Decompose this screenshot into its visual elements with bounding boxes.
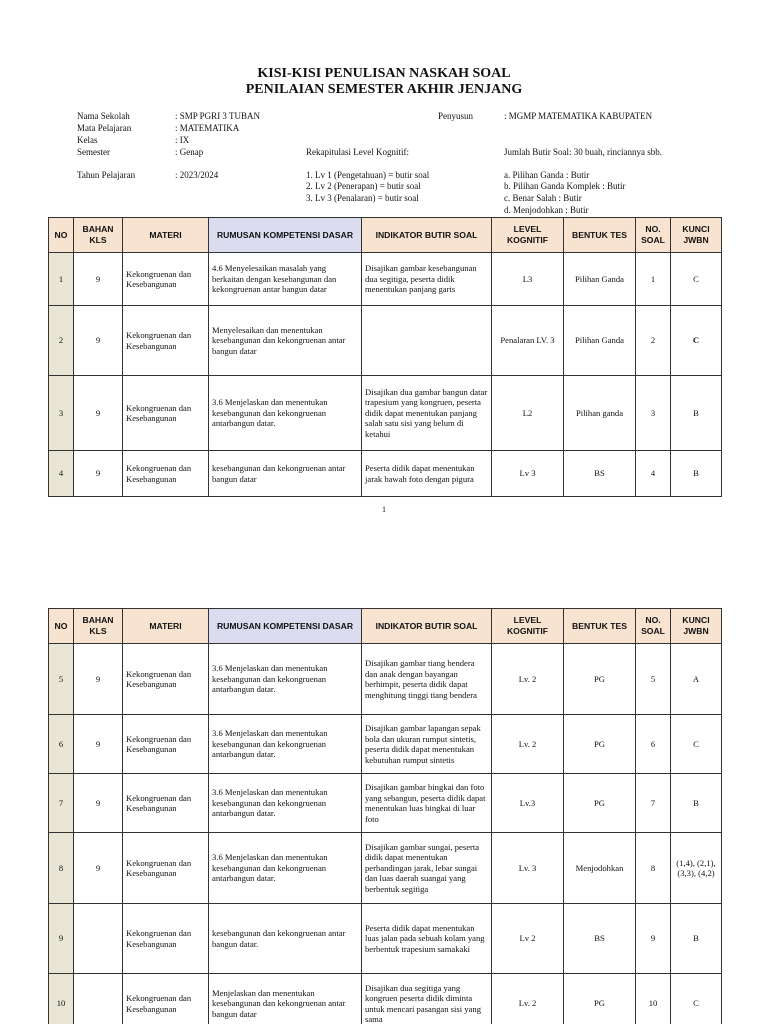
- cell-kls: [74, 974, 123, 1024]
- cell-indikator: Peserta didik dapat menentukan jarak bawah foto dengan pigura: [362, 451, 492, 497]
- header-level-kognitif: LEVEL KOGNITIF: [492, 218, 564, 253]
- bentuk-pg: a. Pilihan Ganda : Butir: [504, 170, 590, 180]
- cell-no: 4: [49, 451, 74, 497]
- cell-kunci: (1,4), (2,1), (3,3), (4,2): [671, 833, 722, 904]
- penyusun-value: : MGMP MATEMATIKA KABUPATEN: [504, 111, 653, 121]
- table-row: [49, 974, 722, 1024]
- cell-kd: 3.6 Menjelaskan dan menentukan kesebangunan dan kekongruenan antarbangun datar.: [209, 774, 362, 833]
- cell-kls: 9: [74, 253, 123, 306]
- cell-kls: 9: [74, 306, 123, 376]
- cell-no: 2: [49, 306, 74, 376]
- header-level-kognitif: LEVEL KOGNITIF: [492, 609, 564, 644]
- penyusun-label: Penyusun: [438, 111, 474, 121]
- cell-no: 8: [49, 833, 74, 904]
- cell-no-soal: 2: [636, 306, 671, 376]
- level-3-count: 3. Lv 3 (Penalaran) = butir soal: [306, 193, 419, 203]
- cell-indikator: Disajikan gambar lapangan sepak bola dan ukuran rumput sintetis, peserta didik dapat menentukan kebutuhan rumput sintetis: [362, 715, 492, 774]
- cell-indikator: [362, 306, 492, 376]
- cell-no-soal: 6: [636, 715, 671, 774]
- cell-kunci: A: [671, 644, 722, 715]
- cell-indikator: Disajikan dua segitiga yang kongruen peserta didik diminta untuk mencari pasangan sisi yang sama: [362, 974, 492, 1024]
- cell-kunci: B: [671, 451, 722, 497]
- bentuk-bs: c. Benar Salah : Butir: [504, 193, 582, 203]
- bentuk-pgk: b. Pilihan Ganda Komplek : Butir: [504, 181, 626, 191]
- level-1-count: 1. Lv 1 (Pengetahuan) = butir soal: [306, 170, 430, 180]
- tahun-label: Tahun Pelajaran: [77, 170, 136, 180]
- table-row: [49, 833, 722, 904]
- cell-no-soal: 5: [636, 644, 671, 715]
- cell-no-soal: 10: [636, 974, 671, 1024]
- cell-kunci: B: [671, 774, 722, 833]
- cell-no: 5: [49, 644, 74, 715]
- cell-level: Lv 3: [492, 451, 564, 497]
- header-no-soal: NO. SOAL: [636, 609, 671, 644]
- mapel-label: Mata Pelajaran: [77, 123, 132, 133]
- header-bentuk-tes: BENTUK TES: [564, 609, 636, 644]
- cell-kls: 9: [74, 833, 123, 904]
- header-rumusan-kd: RUMUSAN KOMPETENSI DASAR: [209, 218, 362, 253]
- cell-materi: Kekongruenan dan Kesebangunan: [123, 774, 209, 833]
- cell-materi: Kekongruenan dan Kesebangunan: [123, 376, 209, 451]
- page-gap: [0, 540, 768, 606]
- cell-no: 10: [49, 974, 74, 1024]
- cell-bentuk: PG: [564, 715, 636, 774]
- table-header-row: [49, 218, 722, 253]
- header-kunci: KUNCI JWBN: [671, 218, 722, 253]
- cell-kls: 9: [74, 774, 123, 833]
- cell-kd: 3.6 Menjelaskan dan menentukan kesebangunan dan kekongruenan antarbangun datar.: [209, 833, 362, 904]
- document-subtitle: PENILAIAN SEMESTER AKHIR JENJANG: [245, 82, 523, 97]
- cell-kd: Menyelesaikan dan menentukan kesebangunan dan kekongruenan antar bangun datar: [209, 306, 362, 376]
- cell-level: Lv. 3: [492, 833, 564, 904]
- kisi-kisi-table-page-1: [48, 217, 722, 497]
- cell-materi: Kekongruenan dan Kesebangunan: [123, 974, 209, 1024]
- cell-level: Penalaran LV. 3: [492, 306, 564, 376]
- cell-no-soal: 9: [636, 904, 671, 974]
- document-page-2: [0, 606, 768, 1024]
- cell-indikator: Disajikan gambar tiang bendera dan anak dengan bayangan berhimpit, peserta didik dapat menghitung tinggi tiang bendera: [362, 644, 492, 715]
- cell-no-soal: 4: [636, 451, 671, 497]
- cell-no-soal: 1: [636, 253, 671, 306]
- cell-level: Lv. 2: [492, 715, 564, 774]
- header-no: NO: [49, 609, 74, 644]
- cell-level: Lv 2: [492, 904, 564, 974]
- header-indikator: INDIKATOR BUTIR SOAL: [362, 609, 492, 644]
- jumlah-butir-label: Jumlah Butir Soal: 30 buah, rinciannya sbb.: [504, 147, 662, 157]
- cell-bentuk: PG: [564, 774, 636, 833]
- cell-kunci: B: [671, 376, 722, 451]
- header-no-soal: NO. SOAL: [636, 218, 671, 253]
- cell-indikator: Disajikan gambar kesebangunan dua segitiga, peserta didik menentukan panjang garis: [362, 253, 492, 306]
- cell-materi: Kekongruenan dan Kesebangunan: [123, 833, 209, 904]
- level-2-count: 2. Lv 2 (Penerapan) = butir soal: [306, 181, 421, 191]
- cell-level: L2: [492, 376, 564, 451]
- header-indikator: INDIKATOR BUTIR SOAL: [362, 218, 492, 253]
- cell-no: 6: [49, 715, 74, 774]
- cell-no: 7: [49, 774, 74, 833]
- cell-bentuk: Pilihan ganda: [564, 376, 636, 451]
- cell-level: Lv.3: [492, 774, 564, 833]
- cell-level: L3: [492, 253, 564, 306]
- table-row: [49, 644, 722, 715]
- header-materi: MATERI: [123, 218, 209, 253]
- cell-kd: 4.6 Menyelesaikan masalah yang berkaitan dengan kesebangunan dan kekongruenan antar bangun datar: [209, 253, 362, 306]
- cell-materi: Kekongruenan dan Kesebangunan: [123, 451, 209, 497]
- header-no: NO: [49, 218, 74, 253]
- cell-indikator: Peserta didik dapat menentukan luas jalan pada sebuah kolam yang berbentuk trapesium samakaki: [362, 904, 492, 974]
- mapel-value: : MATEMATIKA: [175, 123, 240, 133]
- cell-bentuk: PG: [564, 644, 636, 715]
- cell-no: 1: [49, 253, 74, 306]
- cell-kunci: C: [671, 715, 722, 774]
- cell-indikator: Disajikan gambar sungai, peserta didik dapat menentukan perbandingan jarak, lebar sungai dan luas daerah suangai yang berbentuk segitiga: [362, 833, 492, 904]
- cell-kunci: B: [671, 904, 722, 974]
- cell-bentuk: BS: [564, 451, 636, 497]
- nama-sekolah-value: : SMP PGRI 3 TUBAN: [175, 111, 261, 121]
- cell-bentuk: PG: [564, 974, 636, 1024]
- rekap-label: Rekapitulasi Level Kognitif:: [306, 147, 409, 157]
- cell-kls: [74, 904, 123, 974]
- header-materi: MATERI: [123, 609, 209, 644]
- cell-level: Lv. 2: [492, 644, 564, 715]
- cell-kunci: C: [671, 253, 722, 306]
- cell-indikator: Disajikan dua gambar bangun datar trapesium yang kongruen, peserta didik dapat menentukan panjang salah satu sisi yang belum di ketahui: [362, 376, 492, 451]
- cell-level: Lv. 2: [492, 974, 564, 1024]
- cell-indikator: Disajikan gambar bingkai dan foto yang sebangun, peserta didik dapat menentukan luas bingkai di luar foto: [362, 774, 492, 833]
- header-rumusan-kd: RUMUSAN KOMPETENSI DASAR: [209, 609, 362, 644]
- table-row: [49, 306, 722, 376]
- table-row: [49, 774, 722, 833]
- tahun-value: : 2023/2024: [175, 170, 219, 180]
- cell-no: 9: [49, 904, 74, 974]
- semester-value: : Genap: [175, 147, 204, 157]
- cell-kls: 9: [74, 715, 123, 774]
- cell-no: 3: [49, 376, 74, 451]
- cell-kd: 3.6 Menjelaskan dan menentukan kesebangunan dan kekongruenan antarbangun datar.: [209, 644, 362, 715]
- cell-materi: Kekongruenan dan Kesebangunan: [123, 644, 209, 715]
- cell-no-soal: 7: [636, 774, 671, 833]
- cell-kd: Menjelaskan dan menentukan kesebangunan dan kekongruenan antar bangun datar: [209, 974, 362, 1024]
- header-bahan-kls: BAHAN KLS: [74, 218, 123, 253]
- table-row: [49, 451, 722, 497]
- cell-materi: Kekongruenan dan Kesebangunan: [123, 715, 209, 774]
- bentuk-menjodohkan: d. Menjodohkan : Butir: [504, 205, 589, 215]
- table-header-row: [49, 609, 722, 644]
- cell-kd: 3.6 Menjelaskan dan menentukan kesebangunan dan kekongruenan antarbangun datar.: [209, 715, 362, 774]
- cell-kunci: C: [671, 974, 722, 1024]
- kisi-kisi-table-page-2: [48, 608, 722, 1024]
- kelas-label: Kelas: [77, 135, 98, 145]
- cell-bentuk: BS: [564, 904, 636, 974]
- cell-materi: Kekongruenan dan Kesebangunan: [123, 253, 209, 306]
- table-row: [49, 376, 722, 451]
- document-title: KISI-KISI PENULISAN NASKAH SOAL: [257, 66, 511, 81]
- cell-bentuk: Pilihan Ganda: [564, 253, 636, 306]
- table-row: [49, 253, 722, 306]
- semester-label: Semester: [77, 147, 110, 157]
- cell-materi: Kekongruenan dan Kesebangunan: [123, 904, 209, 974]
- header-kunci: KUNCI JWBN: [671, 609, 722, 644]
- cell-no-soal: 8: [636, 833, 671, 904]
- cell-bentuk: Pilihan Ganda: [564, 306, 636, 376]
- cell-kunci: C: [671, 306, 722, 376]
- page-number: 1: [382, 505, 386, 514]
- header-bentuk-tes: BENTUK TES: [564, 218, 636, 253]
- header-bahan-kls: BAHAN KLS: [74, 609, 123, 644]
- table-row: [49, 715, 722, 774]
- cell-no-soal: 3: [636, 376, 671, 451]
- cell-kd: 3.6 Menjelaskan dan menentukan kesebangunan dan kekongruenan antarbangun datar.: [209, 376, 362, 451]
- cell-bentuk: Menjodohkan: [564, 833, 636, 904]
- cell-kls: 9: [74, 644, 123, 715]
- cell-materi: Kekongruenan dan Kesebangunan: [123, 306, 209, 376]
- cell-kls: 9: [74, 451, 123, 497]
- cell-kls: 9: [74, 376, 123, 451]
- cell-kd: kesebangunan dan kekongruenan antar bangun datar: [209, 451, 362, 497]
- kelas-value: : IX: [175, 135, 190, 145]
- table-row: [49, 904, 722, 974]
- cell-kd: kesebangunan dan kekongruenan antar bangun datar.: [209, 904, 362, 974]
- nama-sekolah-label: Nama Sekolah: [77, 111, 130, 121]
